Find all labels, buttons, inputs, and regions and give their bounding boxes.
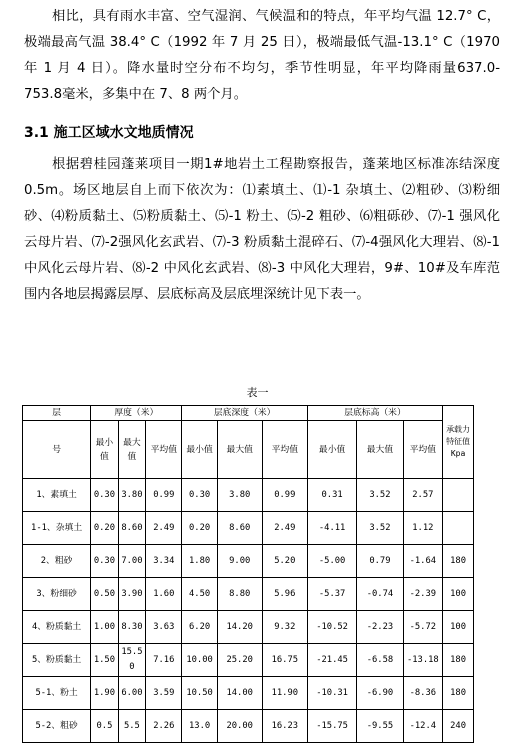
cell-thickness-avg: 3.59 — [146, 677, 182, 710]
cell-depth-avg: 5.96 — [262, 578, 307, 611]
cell-elevation-avg: -2.39 — [403, 578, 443, 611]
cell-thickness-min: 0.50 — [91, 578, 118, 611]
cell-elevation-max: -9.55 — [357, 710, 403, 743]
table-row — [23, 677, 474, 710]
cell-elevation-min: -21.45 — [307, 644, 356, 677]
cell-thickness-min: 0.20 — [91, 512, 118, 545]
climate-paragraph: 相比，具有雨水丰富、空气湿润、气候温和的特点，年平均气温 12.7° C，极端最高气温 38.4° C（1992 年 7 月 25 日），极端最低气温-13.1° C（1970 年 1 月 4 日）。降水量时空分布不均匀，季节性明显，年平均降雨量637.0-753.8毫米，多集中在 7、8 两个月。 — [24, 9, 500, 102]
cell-depth-max: 8.60 — [217, 512, 262, 545]
cell-thickness-max: 7.00 — [118, 545, 145, 578]
table-row — [23, 710, 474, 743]
cell-depth-min: 0.30 — [182, 479, 217, 512]
cell-thickness-max: 6.00 — [118, 677, 145, 710]
cell-depth-min: 1.80 — [182, 545, 217, 578]
section-heading: 3.1 施工区域水文地质情况 — [24, 125, 194, 141]
header-elevation: 层底标高（米） — [307, 406, 442, 421]
header-thickness-avg: 平均值 — [146, 421, 182, 479]
cell-depth-min: 0.20 — [182, 512, 217, 545]
cell-layer-name: 3、粉细砂 — [23, 578, 91, 611]
cell-thickness-max: 8.60 — [118, 512, 145, 545]
cell-elevation-avg: -13.18 — [403, 644, 443, 677]
cell-bearing — [443, 479, 474, 512]
cell-thickness-avg: 7.16 — [146, 644, 182, 677]
cell-depth-avg: 9.32 — [262, 611, 307, 644]
cell-thickness-avg: 2.26 — [146, 710, 182, 743]
header-elevation-avg: 平均值 — [403, 421, 443, 479]
cell-elevation-max: 0.79 — [357, 545, 403, 578]
header-thickness: 厚度（米） — [91, 406, 182, 421]
cell-depth-min: 10.50 — [182, 677, 217, 710]
cell-elevation-avg: -8.36 — [403, 677, 443, 710]
cell-layer-name: 2、粗砂 — [23, 545, 91, 578]
cell-layer-name: 4、粉质黏土 — [23, 611, 91, 644]
cell-bearing: 100 — [443, 611, 474, 644]
cell-thickness-max: 3.80 — [118, 479, 145, 512]
header-depth-max: 最大值 — [217, 421, 262, 479]
cell-thickness-max: 3.90 — [118, 578, 145, 611]
table-row — [23, 479, 474, 512]
cell-bearing: 100 — [443, 578, 474, 611]
table-caption: 表一 — [246, 386, 269, 399]
cell-elevation-min: -5.37 — [307, 578, 356, 611]
cell-depth-avg: 16.23 — [262, 710, 307, 743]
cell-depth-max: 9.00 — [217, 545, 262, 578]
header-depth-min: 最小值 — [182, 421, 217, 479]
cell-bearing — [443, 512, 474, 545]
header-depth-avg: 平均值 — [262, 421, 307, 479]
cell-thickness-min: 1.90 — [91, 677, 118, 710]
cell-thickness-avg: 0.99 — [146, 479, 182, 512]
table-row — [23, 611, 474, 644]
cell-depth-max: 3.80 — [217, 479, 262, 512]
cell-elevation-avg: -1.64 — [403, 545, 443, 578]
header-thickness-max: 最大值 — [118, 421, 145, 479]
cell-elevation-min: -10.52 — [307, 611, 356, 644]
cell-thickness-min: 0.5 — [91, 710, 118, 743]
cell-elevation-min: -15.75 — [307, 710, 356, 743]
header-depth: 层底深度（米） — [182, 406, 307, 421]
table-row — [23, 578, 474, 611]
cell-layer-name: 5、粉质黏土 — [23, 644, 91, 677]
header-bearing: 承载力特征值Kpa — [443, 406, 474, 479]
header-elevation-max: 最大值 — [357, 421, 403, 479]
cell-depth-min: 4.50 — [182, 578, 217, 611]
cell-elevation-max: 3.52 — [357, 512, 403, 545]
cell-thickness-min: 0.30 — [91, 545, 118, 578]
cell-elevation-avg: 1.12 — [403, 512, 443, 545]
cell-elevation-min: -10.31 — [307, 677, 356, 710]
cell-depth-min: 13.0 — [182, 710, 217, 743]
cell-layer-name: 1、素填土 — [23, 479, 91, 512]
table-row — [23, 644, 474, 677]
cell-bearing: 240 — [443, 710, 474, 743]
cell-thickness-max: 5.5 — [118, 710, 145, 743]
cell-elevation-max: 3.52 — [357, 479, 403, 512]
cell-thickness-min: 1.50 — [91, 644, 118, 677]
geology-paragraph: 根据碧桂园蓬莱项目一期1#地岩土工程勘察报告，蓬莱地区标准冻结深度 0.5m。场区地层自上而下依次为：⑴素填土、⑴-1 杂填土、⑵粗砂、⑶粉细砂、⑷粉质黏土、⑸粉质黏土、⑸-1 粉土、⑸-2 粗砂、⑹粗砾砂、⑺-1 强风化云母片岩、⑺-2强风化玄武岩、⑺-3 粉质黏土混碎石、⑺-4强风化大理岩、⑻-1 中风化云母片岩、⑻-2 中风化玄武岩、⑻-3 中风化大理岩，9#、10#及车库范围内各地层揭露层厚、层底标高及层底埋深统计见下表一。 — [24, 157, 500, 302]
header-layer-no: 号 — [23, 421, 91, 479]
cell-elevation-min: -5.00 — [307, 545, 356, 578]
cell-thickness-avg: 1.60 — [146, 578, 182, 611]
table-header-row-1 — [23, 406, 474, 421]
stratum-table — [22, 405, 474, 743]
cell-elevation-max: -0.74 — [357, 578, 403, 611]
cell-elevation-avg: -12.4 — [403, 710, 443, 743]
cell-depth-min: 10.00 — [182, 644, 217, 677]
cell-depth-avg: 0.99 — [262, 479, 307, 512]
cell-thickness-avg: 2.49 — [146, 512, 182, 545]
cell-depth-max: 25.20 — [217, 644, 262, 677]
cell-layer-name: 1-1、杂填土 — [23, 512, 91, 545]
cell-bearing: 180 — [443, 677, 474, 710]
cell-elevation-max: -6.90 — [357, 677, 403, 710]
cell-thickness-min: 0.30 — [91, 479, 118, 512]
cell-elevation-max: -6.58 — [357, 644, 403, 677]
cell-elevation-min: 0.31 — [307, 479, 356, 512]
cell-elevation-avg: -5.72 — [403, 611, 443, 644]
cell-bearing: 180 — [443, 644, 474, 677]
cell-depth-max: 14.00 — [217, 677, 262, 710]
cell-depth-avg: 16.75 — [262, 644, 307, 677]
cell-thickness-avg: 3.63 — [146, 611, 182, 644]
table-row — [23, 512, 474, 545]
header-layer: 层 — [23, 406, 91, 421]
cell-thickness-max: 15.50 — [118, 644, 145, 677]
cell-layer-name: 5-2、粗砂 — [23, 710, 91, 743]
header-thickness-min: 最小值 — [91, 421, 118, 479]
cell-depth-avg: 2.49 — [262, 512, 307, 545]
cell-bearing: 180 — [443, 545, 474, 578]
cell-depth-avg: 11.90 — [262, 677, 307, 710]
cell-depth-max: 8.80 — [217, 578, 262, 611]
cell-depth-max: 20.00 — [217, 710, 262, 743]
cell-depth-max: 14.20 — [217, 611, 262, 644]
cell-thickness-min: 1.00 — [91, 611, 118, 644]
header-elevation-min: 最小值 — [307, 421, 356, 479]
table-header-row-2 — [23, 421, 474, 479]
cell-thickness-max: 8.30 — [118, 611, 145, 644]
cell-depth-avg: 5.20 — [262, 545, 307, 578]
table-row — [23, 545, 474, 578]
cell-elevation-min: -4.11 — [307, 512, 356, 545]
cell-depth-min: 6.20 — [182, 611, 217, 644]
cell-thickness-avg: 3.34 — [146, 545, 182, 578]
cell-layer-name: 5-1、粉土 — [23, 677, 91, 710]
cell-elevation-max: -2.23 — [357, 611, 403, 644]
cell-elevation-avg: 2.57 — [403, 479, 443, 512]
